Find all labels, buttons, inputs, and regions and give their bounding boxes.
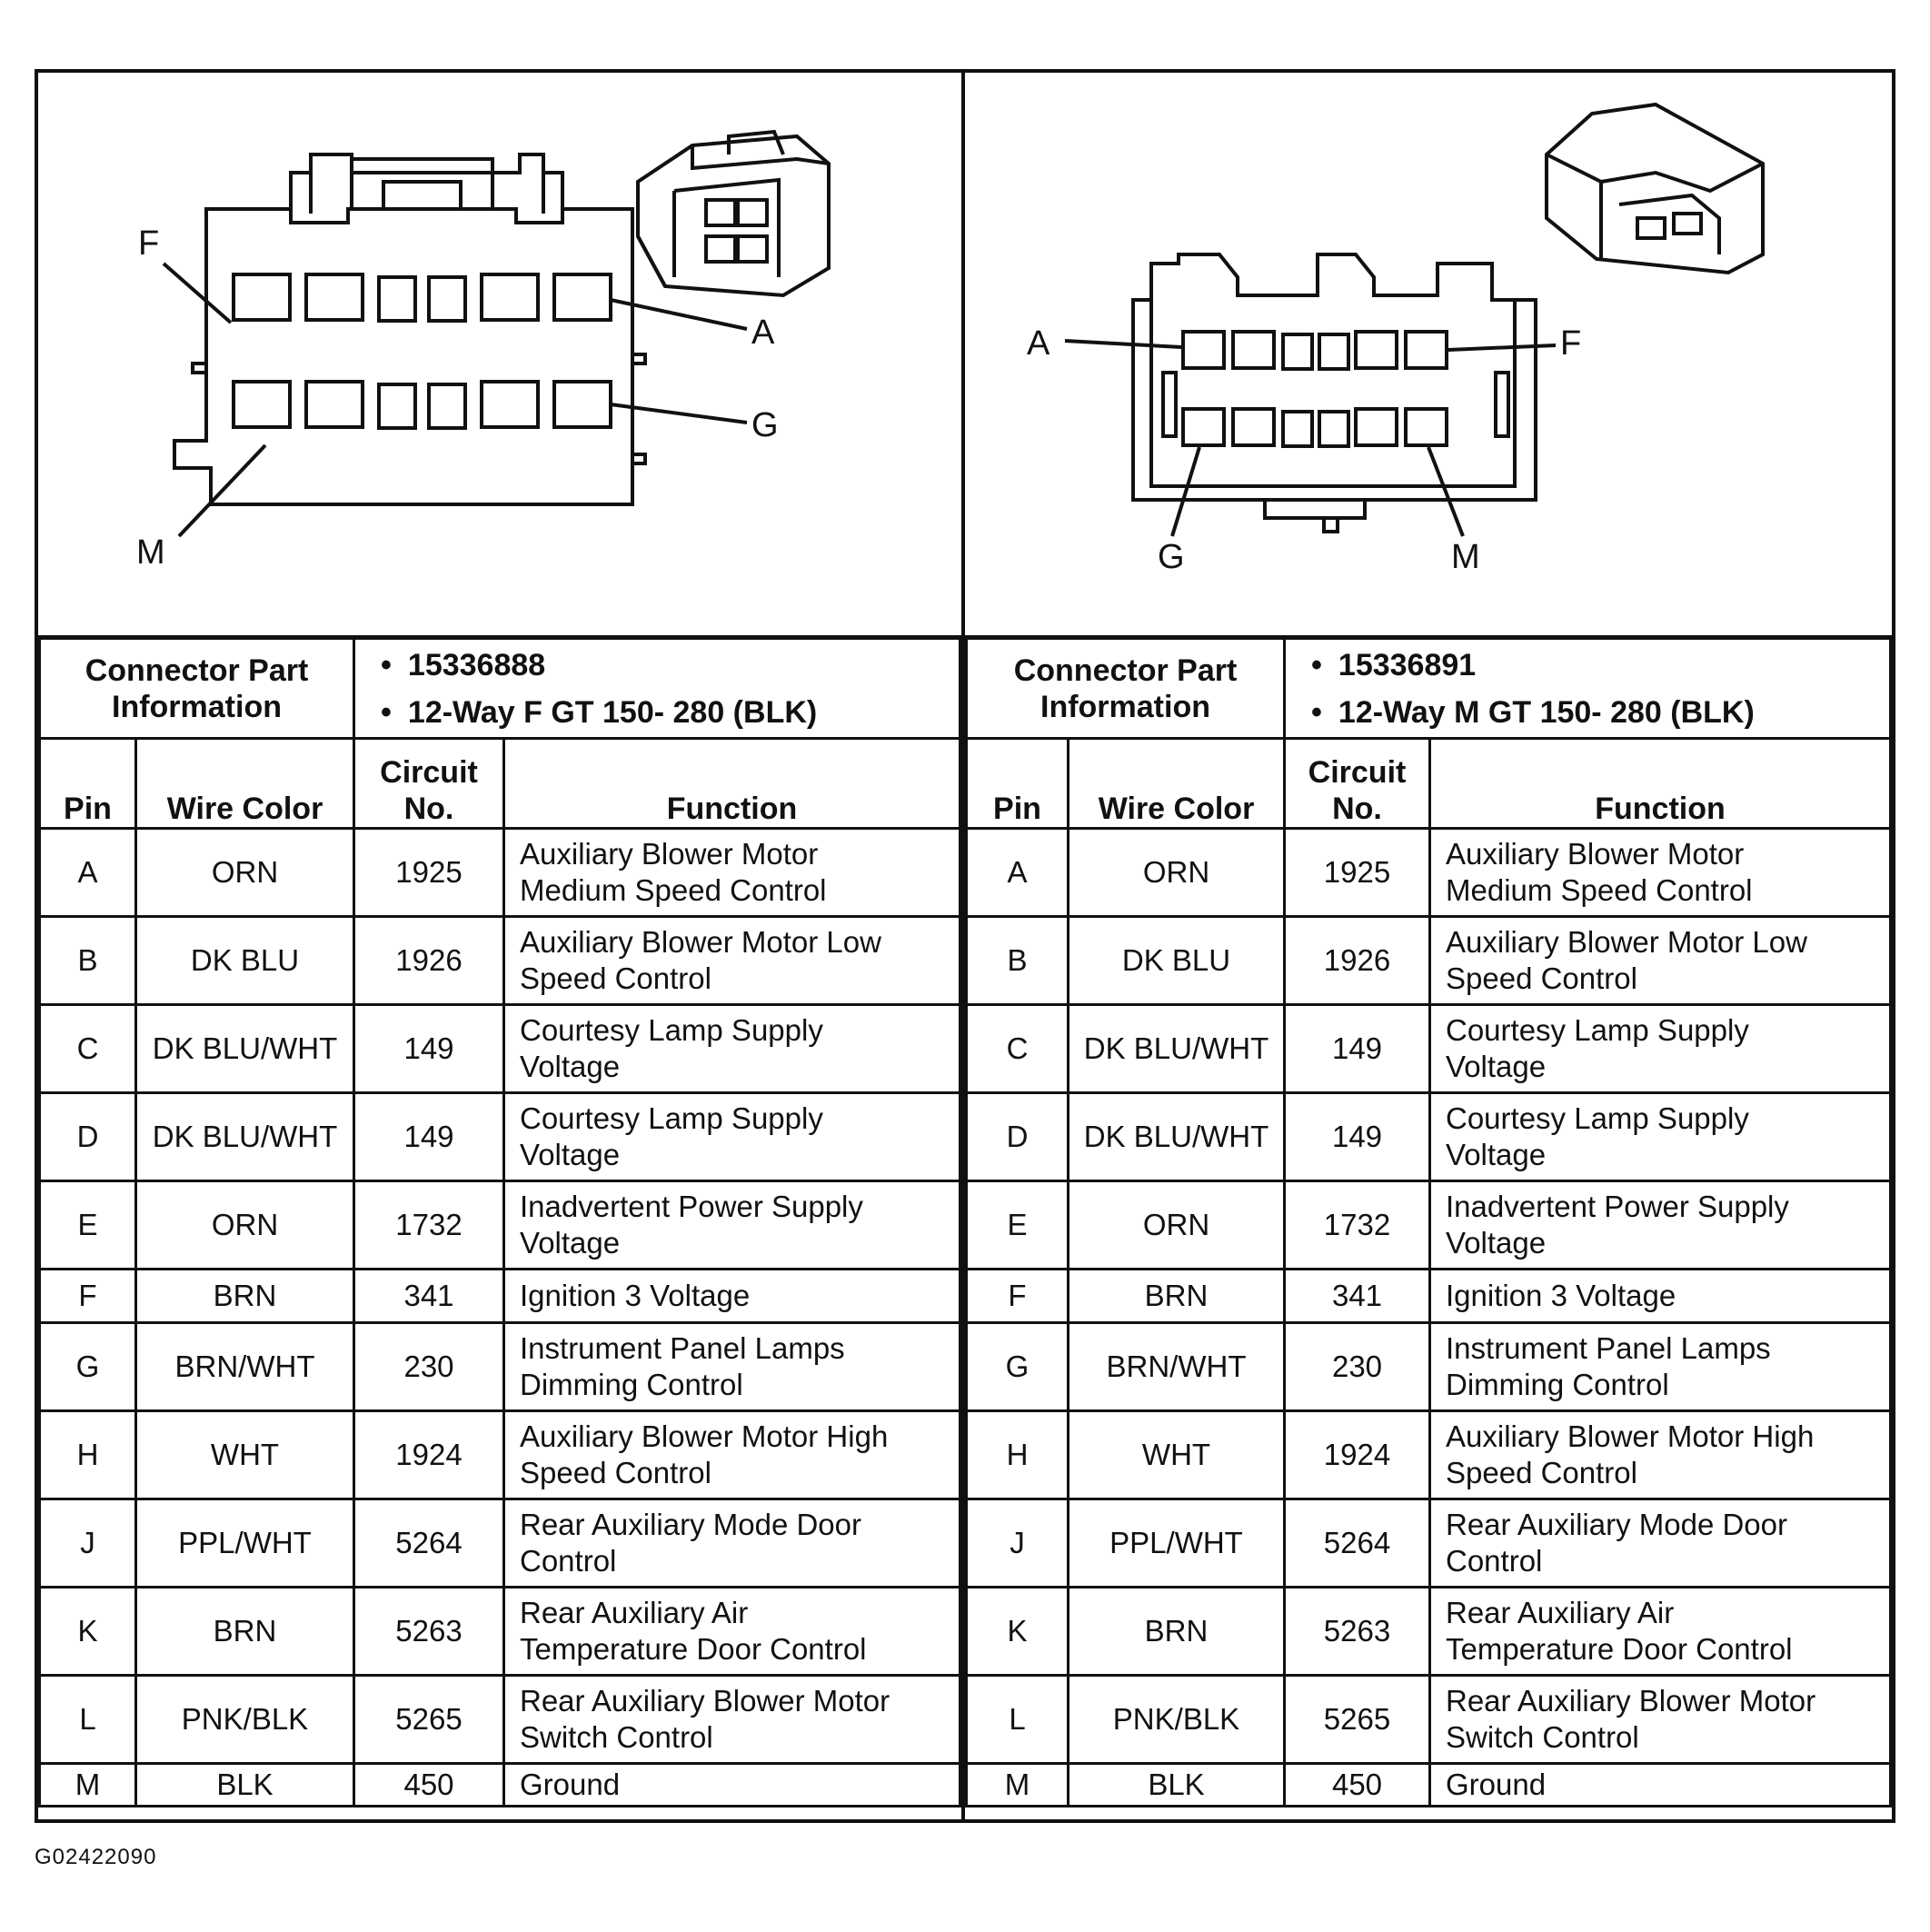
function-line-1: Rear Auxiliary Mode Door: [520, 1508, 861, 1541]
wire-color-cell: DK BLU/WHT: [1069, 1093, 1285, 1181]
function-line-1: Rear Auxiliary Blower Motor: [1446, 1684, 1816, 1718]
function-line-2: Voltage: [1446, 1226, 1547, 1260]
function-line-2: Temperature Door Control: [520, 1632, 867, 1666]
part-number: • 15336891: [1311, 642, 1889, 689]
wire-color-cell: BRN: [136, 1588, 354, 1676]
function-line-1: Rear Auxiliary Blower Motor: [520, 1684, 890, 1718]
function-line-2: Voltage: [520, 1050, 621, 1083]
function-line-2: Medium Speed Control: [520, 873, 827, 907]
wire-color-cell: BRN/WHT: [1069, 1323, 1285, 1411]
table-row: [967, 1588, 1891, 1676]
header-function: Function: [504, 739, 960, 829]
wire-color-cell: PPL/WHT: [1069, 1499, 1285, 1588]
function-line-1: Inadvertent Power Supply: [1446, 1190, 1789, 1223]
wire-color-cell: DK BLU: [136, 917, 354, 1005]
function-cell: [1430, 1093, 1891, 1181]
pin-cell: H: [40, 1411, 136, 1499]
function-line-1: Auxiliary Blower Motor: [520, 837, 819, 871]
table-header-row: [40, 739, 960, 829]
pin-cell: K: [967, 1588, 1069, 1676]
pin-cell: L: [967, 1676, 1069, 1764]
table-header-row: [967, 739, 1891, 829]
function-line-2: Speed Control: [520, 1456, 711, 1489]
circuit-cell: 450: [1285, 1764, 1430, 1807]
pin-cell: C: [967, 1005, 1069, 1093]
pin-cell: G: [967, 1323, 1069, 1411]
function-cell: [504, 1270, 960, 1323]
circuit-cell: 1732: [1285, 1181, 1430, 1270]
wire-color-cell: BRN: [136, 1270, 354, 1323]
function-line-2: Voltage: [520, 1138, 621, 1171]
pin-cell: F: [40, 1270, 136, 1323]
function-cell: [504, 1181, 960, 1270]
header-circuit: Circuit No.: [354, 739, 504, 829]
wire-color-cell: DK BLU/WHT: [136, 1005, 354, 1093]
table-row: [40, 1676, 960, 1764]
pin-cell: L: [40, 1676, 136, 1764]
circuit-cell: 5263: [354, 1588, 504, 1676]
function-cell: [504, 1411, 960, 1499]
table-row: [967, 1005, 1891, 1093]
callout-a-right: A: [1027, 324, 1050, 363]
table-row: [967, 917, 1891, 1005]
wire-color-cell: WHT: [136, 1411, 354, 1499]
table-row: [967, 1181, 1891, 1270]
pin-cell: J: [40, 1499, 136, 1588]
function-cell: [504, 829, 960, 917]
function-line-1: Rear Auxiliary Air: [1446, 1596, 1675, 1629]
function-line-1: Rear Auxiliary Mode Door: [1446, 1508, 1787, 1541]
wire-color-cell: DK BLU/WHT: [1069, 1005, 1285, 1093]
function-cell: [1430, 917, 1891, 1005]
wire-color-cell: PNK/BLK: [136, 1676, 354, 1764]
function-line-1: Ignition 3 Voltage: [520, 1279, 751, 1312]
connector-info-label: Connector Part Information: [40, 639, 354, 739]
table-row: [40, 1764, 960, 1807]
callout-f-right: F: [1560, 324, 1582, 363]
circuit-cell: 230: [354, 1323, 504, 1411]
cavity-a-right: [1183, 332, 1224, 368]
function-line-2: Switch Control: [520, 1720, 713, 1754]
table-row: [40, 1323, 960, 1411]
pin-cell: K: [40, 1588, 136, 1676]
wire-color-cell: BRN: [1069, 1588, 1285, 1676]
cavity-f-right: [1406, 332, 1447, 368]
connector-diagram-left: [38, 73, 961, 637]
table-row: [967, 1323, 1891, 1411]
header-function: Function: [1430, 739, 1891, 829]
header-wire-color: Wire Color: [1069, 739, 1285, 829]
pin-cell: E: [40, 1181, 136, 1270]
circuit-cell: 341: [354, 1270, 504, 1323]
connector-description: • 12-Way M GT 150- 280 (BLK): [1311, 689, 1889, 736]
circuit-cell: 5263: [1285, 1588, 1430, 1676]
connector-info-values: [354, 639, 960, 739]
function-cell: [1430, 1323, 1891, 1411]
connector-diagram-right: [965, 73, 1892, 637]
function-line-2: Dimming Control: [520, 1368, 743, 1401]
table-row: [967, 1676, 1891, 1764]
table-row: [967, 829, 1891, 917]
function-cell: [1430, 1676, 1891, 1764]
wire-color-cell: DK BLU/WHT: [136, 1093, 354, 1181]
function-cell: [504, 1764, 960, 1807]
function-line-1: Auxiliary Blower Motor: [1446, 837, 1745, 871]
pin-rows-left: [40, 829, 960, 1807]
pin-cell: A: [967, 829, 1069, 917]
circuit-cell: 230: [1285, 1323, 1430, 1411]
circuit-cell: 149: [1285, 1093, 1430, 1181]
function-cell: [1430, 829, 1891, 917]
table-row: [40, 1270, 960, 1323]
pin-cell: M: [967, 1764, 1069, 1807]
pin-cell: D: [967, 1093, 1069, 1181]
header-circuit: Circuit No.: [1285, 739, 1430, 829]
circuit-cell: 1924: [1285, 1411, 1430, 1499]
function-line-2: Voltage: [1446, 1050, 1547, 1083]
function-line-1: Ignition 3 Voltage: [1446, 1279, 1676, 1312]
table-row: [967, 1499, 1891, 1588]
circuit-cell: 1925: [1285, 829, 1430, 917]
part-number: • 15336888: [381, 642, 959, 689]
function-line-2: Switch Control: [1446, 1720, 1639, 1754]
pin-cell: B: [967, 917, 1069, 1005]
circuit-cell: 450: [354, 1764, 504, 1807]
table-row: [40, 917, 960, 1005]
function-line-1: Auxiliary Blower Motor Low: [520, 925, 881, 959]
pin-cell: F: [967, 1270, 1069, 1323]
header-wire-color: Wire Color: [136, 739, 354, 829]
cavity-f-left: [554, 274, 611, 320]
function-cell: [504, 1323, 960, 1411]
callout-g-left: G: [751, 406, 779, 444]
callout-m-left: M: [136, 533, 165, 572]
pin-cell: B: [40, 917, 136, 1005]
table-row: [40, 1411, 960, 1499]
function-line-1: Instrument Panel Lamps: [520, 1331, 845, 1365]
header-pin: Pin: [40, 739, 136, 829]
function-line-2: Dimming Control: [1446, 1368, 1669, 1401]
function-line-2: Voltage: [1446, 1138, 1547, 1171]
function-line-2: Speed Control: [1446, 1456, 1637, 1489]
pin-cell: M: [40, 1764, 136, 1807]
table-row: [40, 1588, 960, 1676]
function-cell: [1430, 1005, 1891, 1093]
function-line-1: Courtesy Lamp Supply: [520, 1013, 823, 1047]
pin-cell: C: [40, 1005, 136, 1093]
wire-color-cell: ORN: [136, 1181, 354, 1270]
pin-cell: H: [967, 1411, 1069, 1499]
function-line-1: Ground: [520, 1768, 621, 1801]
function-line-2: Speed Control: [1446, 961, 1637, 995]
circuit-cell: 1925: [354, 829, 504, 917]
table-row: [967, 1270, 1891, 1323]
header-pin: Pin: [967, 739, 1069, 829]
wire-color-cell: BLK: [136, 1764, 354, 1807]
pin-cell: J: [967, 1499, 1069, 1588]
circuit-cell: 5264: [354, 1499, 504, 1588]
function-line-2: Speed Control: [520, 961, 711, 995]
figure-id: G02422090: [35, 1845, 157, 1869]
function-line-1: Auxiliary Blower Motor High: [520, 1419, 889, 1453]
callout-g-right: G: [1158, 538, 1185, 576]
wire-color-cell: ORN: [1069, 829, 1285, 917]
table-row: [40, 1499, 960, 1588]
wire-color-cell: DK BLU: [1069, 917, 1285, 1005]
connector-info-row: [967, 639, 1891, 739]
function-cell: [504, 917, 960, 1005]
connector-description: • 12-Way F GT 150- 280 (BLK): [381, 689, 959, 736]
function-cell: [1430, 1764, 1891, 1807]
function-cell: [1430, 1411, 1891, 1499]
table-row: [40, 1005, 960, 1093]
wire-color-cell: PNK/BLK: [1069, 1676, 1285, 1764]
function-cell: [1430, 1270, 1891, 1323]
function-line-1: Rear Auxiliary Air: [520, 1596, 749, 1629]
function-cell: [1430, 1588, 1891, 1676]
callout-f-left: F: [138, 224, 160, 263]
table-row: [967, 1411, 1891, 1499]
circuit-cell: 149: [354, 1005, 504, 1093]
function-line-1: Courtesy Lamp Supply: [1446, 1101, 1749, 1135]
circuit-cell: 5265: [1285, 1676, 1430, 1764]
circuit-cell: 149: [354, 1093, 504, 1181]
connector-info-label: Connector Part Information: [967, 639, 1285, 739]
function-line-1: Ground: [1446, 1768, 1547, 1801]
connector-info-row: [40, 639, 960, 739]
function-line-2: Voltage: [520, 1226, 621, 1260]
pin-cell: A: [40, 829, 136, 917]
function-line-1: Instrument Panel Lamps: [1446, 1331, 1771, 1365]
pin-table-left: [38, 637, 961, 1808]
pin-cell: E: [967, 1181, 1069, 1270]
circuit-cell: 1924: [354, 1411, 504, 1499]
function-cell: [504, 1588, 960, 1676]
function-line-2: Control: [1446, 1544, 1543, 1578]
wire-color-cell: ORN: [136, 829, 354, 917]
pin-cell: D: [40, 1093, 136, 1181]
wire-color-cell: PPL/WHT: [136, 1499, 354, 1588]
callout-m-right: M: [1451, 538, 1480, 576]
table-row: [40, 1093, 960, 1181]
wire-color-cell: WHT: [1069, 1411, 1285, 1499]
table-row: [967, 1093, 1891, 1181]
wire-color-cell: BRN/WHT: [136, 1323, 354, 1411]
cavity-a-left: [234, 274, 290, 320]
function-line-1: Auxiliary Blower Motor Low: [1446, 925, 1807, 959]
function-line-2: Control: [520, 1544, 617, 1578]
function-line-2: Temperature Door Control: [1446, 1632, 1793, 1666]
wire-color-cell: BLK: [1069, 1764, 1285, 1807]
wire-color-cell: BRN: [1069, 1270, 1285, 1323]
function-cell: [1430, 1181, 1891, 1270]
function-line-1: Inadvertent Power Supply: [520, 1190, 863, 1223]
circuit-cell: 149: [1285, 1005, 1430, 1093]
circuit-cell: 1926: [1285, 917, 1430, 1005]
table-row: [967, 1764, 1891, 1807]
circuit-cell: 5265: [354, 1676, 504, 1764]
circuit-cell: 341: [1285, 1270, 1430, 1323]
function-cell: [504, 1499, 960, 1588]
circuit-cell: 1732: [354, 1181, 504, 1270]
function-cell: [504, 1676, 960, 1764]
callout-a-left: A: [751, 314, 775, 352]
function-cell: [1430, 1499, 1891, 1588]
wire-color-cell: ORN: [1069, 1181, 1285, 1270]
pin-table-right: [965, 637, 1892, 1808]
function-line-2: Medium Speed Control: [1446, 873, 1753, 907]
function-cell: [504, 1005, 960, 1093]
pin-cell: G: [40, 1323, 136, 1411]
connector-info-values: [1285, 639, 1891, 739]
table-row: [40, 1181, 960, 1270]
circuit-cell: 5264: [1285, 1499, 1430, 1588]
circuit-cell: 1926: [354, 917, 504, 1005]
function-cell: [504, 1093, 960, 1181]
table-row: [40, 829, 960, 917]
function-line-1: Courtesy Lamp Supply: [1446, 1013, 1749, 1047]
function-line-1: Courtesy Lamp Supply: [520, 1101, 823, 1135]
function-line-1: Auxiliary Blower Motor High: [1446, 1419, 1815, 1453]
pin-rows-right: [967, 829, 1891, 1807]
connector-body-left: [174, 209, 632, 504]
